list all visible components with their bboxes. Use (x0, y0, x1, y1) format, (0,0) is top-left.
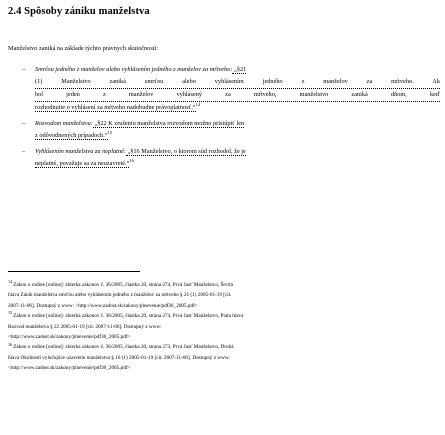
footnote-text: Rozvod manželstva § 22 2005-01-19 [cit. 2007-11-06]. Dostupný z www: (8, 323, 162, 330)
footnote-line (8, 311, 438, 321)
footnote-text: Zákon o rodine [online]: zbierka zákonov č. 36/2005, čiastka 20, strana 273, Prvá časť Manželstvo, Druhá (13, 344, 234, 351)
footnote-text: Zákon o rodine [online]: zbierka zákonov č. 36/2005, čiastka 20, strana 274, Prvá časť Manželstvo, Štvrtá (13, 282, 233, 288)
list-bullet: – (22, 120, 26, 127)
list-item-title: Smrťou jedného z manželov alebo vyhlásením jedného z manželov za mŕtveho: (35, 66, 233, 73)
footnote-number: 16 (8, 342, 13, 347)
list-item-line (35, 130, 440, 142)
footnote-16 (8, 342, 438, 373)
list-item-line (35, 158, 440, 170)
footnote-text: hlava Okolnosti vylučujúce uzavretie manželstva § 16 (1) 2005-01-19 [cit. 2007-11-06]. Dostupný z www: (8, 354, 231, 361)
list-item-divorce (22, 118, 440, 142)
footnote-line (8, 332, 438, 342)
quote-text: rozhodnutie o vyhlásení za mŕtveho nadobudne právoplatnosť.“ (35, 104, 196, 111)
footnote-line (8, 342, 438, 352)
list-item-line (35, 89, 440, 102)
section-heading: 2.4 Spôsoby zániku manželstva (8, 6, 150, 17)
footnote-number: 14 (8, 280, 13, 285)
quote-text: bol jeden z manželov vyhlásený za mŕtveho, manželstvo zaniká dňom, keď (35, 89, 440, 102)
footnote-line (8, 353, 438, 363)
footnote-14 (8, 280, 438, 311)
list-item-line (35, 118, 440, 130)
list-item-title: Vyhlásením manželstva za neplatné: (35, 148, 126, 155)
footnote-link[interactable]: <http://www.zadost.sk/zakony/plnevenie/pdf36_2005.pdf> (8, 365, 131, 372)
list-bullet: – (22, 148, 26, 155)
footnote-15 (8, 311, 438, 342)
termination-list (22, 64, 440, 170)
quote-text: (1) Manželstvo zaniká smrťou alebo vyhlásením jedného z manželov za mŕtveho. Ak (35, 76, 440, 89)
footnote-line (8, 301, 438, 311)
footnote-line (8, 290, 438, 300)
footnote-ref[interactable]: 15 (107, 129, 113, 135)
list-item-title: Rozvodom manželstva: (35, 120, 93, 127)
footnotes (8, 280, 438, 374)
footnote-line (8, 322, 438, 332)
footnote-link[interactable]: 2007-11-06]. Dostupný z www: <http://www.zadost.sk/zakony/plnevenie/pdf36_2005.pdf> (8, 302, 198, 309)
list-item-line (35, 76, 440, 89)
footnote-divider (8, 271, 140, 272)
footnote-line (8, 280, 438, 290)
quote-text: z odôvodnených prípadoch.“ (35, 132, 108, 139)
footnote-text: Zákon o rodine [online]: zbierka zákonov č. 36/2005, čiastka 20, strana 274, Prvá časť Manželstvo, Piata hlava (13, 313, 244, 320)
footnote-ref[interactable]: 14 (195, 101, 201, 107)
list-item-line (35, 102, 440, 114)
list-item-line (35, 64, 440, 76)
list-item-line (35, 146, 440, 158)
footnote-line (8, 363, 438, 373)
intro-paragraph: Manželstvo zaniká na základe týchto právnych skutočností: (8, 45, 159, 52)
footnote-number: 15 (8, 311, 13, 316)
quote-text: „§21 (232, 66, 247, 73)
list-bullet: – (22, 66, 26, 73)
footnote-link[interactable]: <http://www.zadost.sk/zakony/plnevenie/pdf36_2005.pdf> (8, 334, 131, 341)
footnote-text: hlava Zánik manželstva smrťou alebo vyhlásením jedného z manželov za mŕtveho § 21 (1) 2005-01-19 [cit. (8, 292, 232, 299)
list-item-death (22, 64, 440, 114)
quote-text: „§16 Manželstvo, o ktorom súd rozhodol, že je (125, 148, 246, 155)
list-item-invalidity (22, 146, 440, 170)
footnote-ref[interactable]: 16 (129, 157, 134, 163)
quote-text: neplatné, považuje sa za neuzavreté.“ (35, 160, 130, 167)
quote-text: „§22 K zrušeniu manželstva rozvodom možno pristúpiť len (92, 120, 245, 127)
